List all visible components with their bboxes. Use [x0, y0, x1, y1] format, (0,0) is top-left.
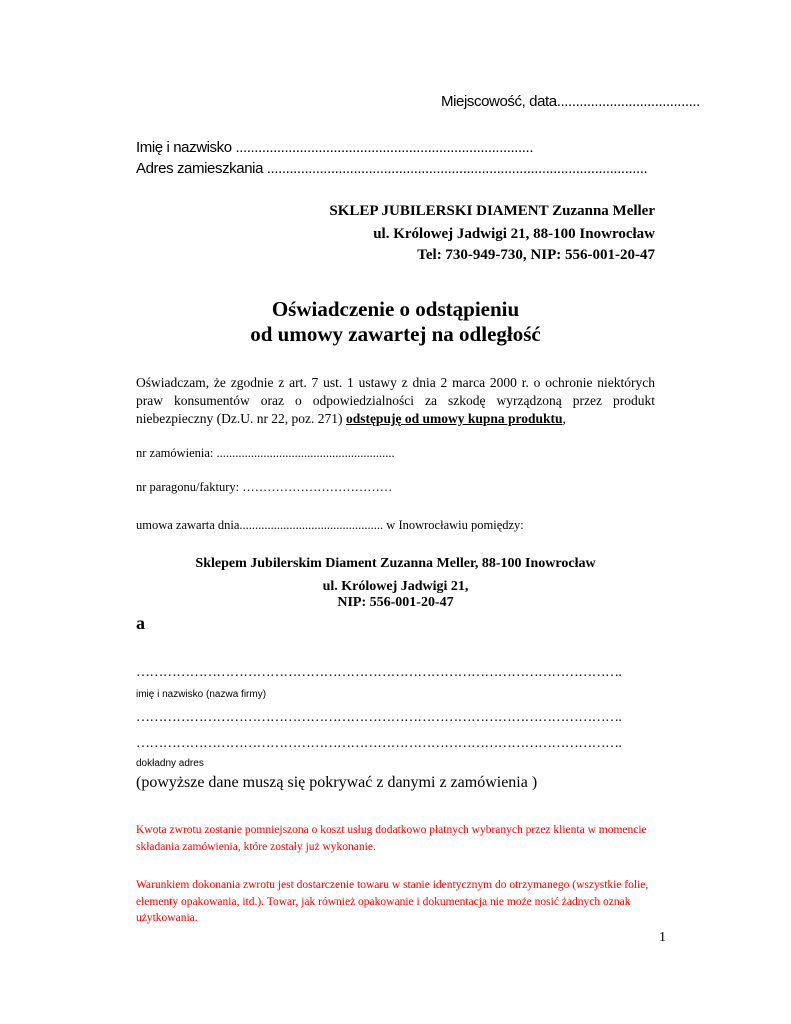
- receipt-invoice-field[interactable]: nr paragonu/faktury: ………………………………: [136, 480, 393, 494]
- buyer-address-dotline-1[interactable]: ……………………………………………………………………………………………….: [136, 710, 622, 725]
- company-name: SKLEP JUBILERSKI DIAMENT Zuzanna Meller: [329, 203, 655, 219]
- declaration-paragraph: [136, 374, 655, 428]
- buyer-address-label: dokładny adres: [136, 758, 204, 769]
- buyer-name-dotline[interactable]: ……………………………………………………………………………………………….: [136, 665, 622, 680]
- data-match-note: (powyższe dane muszą się pokrywać z danymi z zamówienia ): [136, 774, 538, 791]
- document-title-line-1: Oświadczenie o odstąpieniu: [271, 297, 520, 321]
- company-address: ul. Królowej Jadwigi 21, 88-100 Inowrocław: [373, 226, 655, 242]
- place-date-field[interactable]: Miejscowość, data......................................: [441, 93, 700, 110]
- address-field[interactable]: Adres zamieszkania .....................................................................................................: [136, 160, 648, 177]
- seller-party-name: Sklepem Jubilerskim Diament Zuzanna Meller, 88-100 Inowrocław: [195, 556, 596, 571]
- seller-party-street: ul. Królowej Jadwigi 21,: [322, 579, 469, 594]
- order-number-field[interactable]: nr zamówienia: .........................................................: [136, 446, 395, 460]
- return-condition-notice: Warunkiem dokonania zwrotu jest dostarczenie towaru w stanie identycznym do otrzymanego (wszystkie folie, elementy opakowania, itd.). Towar, jak również opakowanie i dokumentacja nie może nosić żadnych oznak użytkowania.: [136, 879, 649, 924]
- declaration-text: Oświadczam, że zgodnie z art. 7 ust. 1 ustawy z dnia 2 marca 2000 r. o ochronie niektórych praw konsumentów oraz o odpowiedzialności za szkodę wyrządzoną przez produkt niebezpieczny (Dz.U. nr 22, poz. 271): [136, 375, 655, 426]
- buyer-address-dotline-2[interactable]: ……………………………………………………………………………………………….: [136, 736, 622, 751]
- buyer-name-label: imię i nazwisko (nazwa firmy): [136, 689, 267, 700]
- declaration-tail: ,: [562, 411, 566, 426]
- seller-party-nip: NIP: 556-001-20-47: [337, 595, 454, 610]
- contract-date-field[interactable]: umowa zawarta dnia.............................................. w Inowrocławiu pomiędzy:: [136, 518, 524, 532]
- page-number: 1: [659, 930, 666, 945]
- withdrawal-statement: odstępuję od umowy kupna produktu: [345, 411, 563, 426]
- refund-notice: Kwota zwrotu zostanie pomniejszona o koszt usług dodatkowo płatnych wybranych przez klienta w momencie składania zamówienia, które zostały już wykonanie.: [136, 824, 647, 853]
- conjunction-a: a: [136, 613, 145, 633]
- name-field[interactable]: Imię i nazwisko ...............................................................................: [136, 139, 534, 156]
- company-contact: Tel: 730-949-730, NIP: 556-001-20-47: [417, 247, 655, 263]
- document-title-line-2: od umowy zawartej na odległość: [250, 322, 541, 346]
